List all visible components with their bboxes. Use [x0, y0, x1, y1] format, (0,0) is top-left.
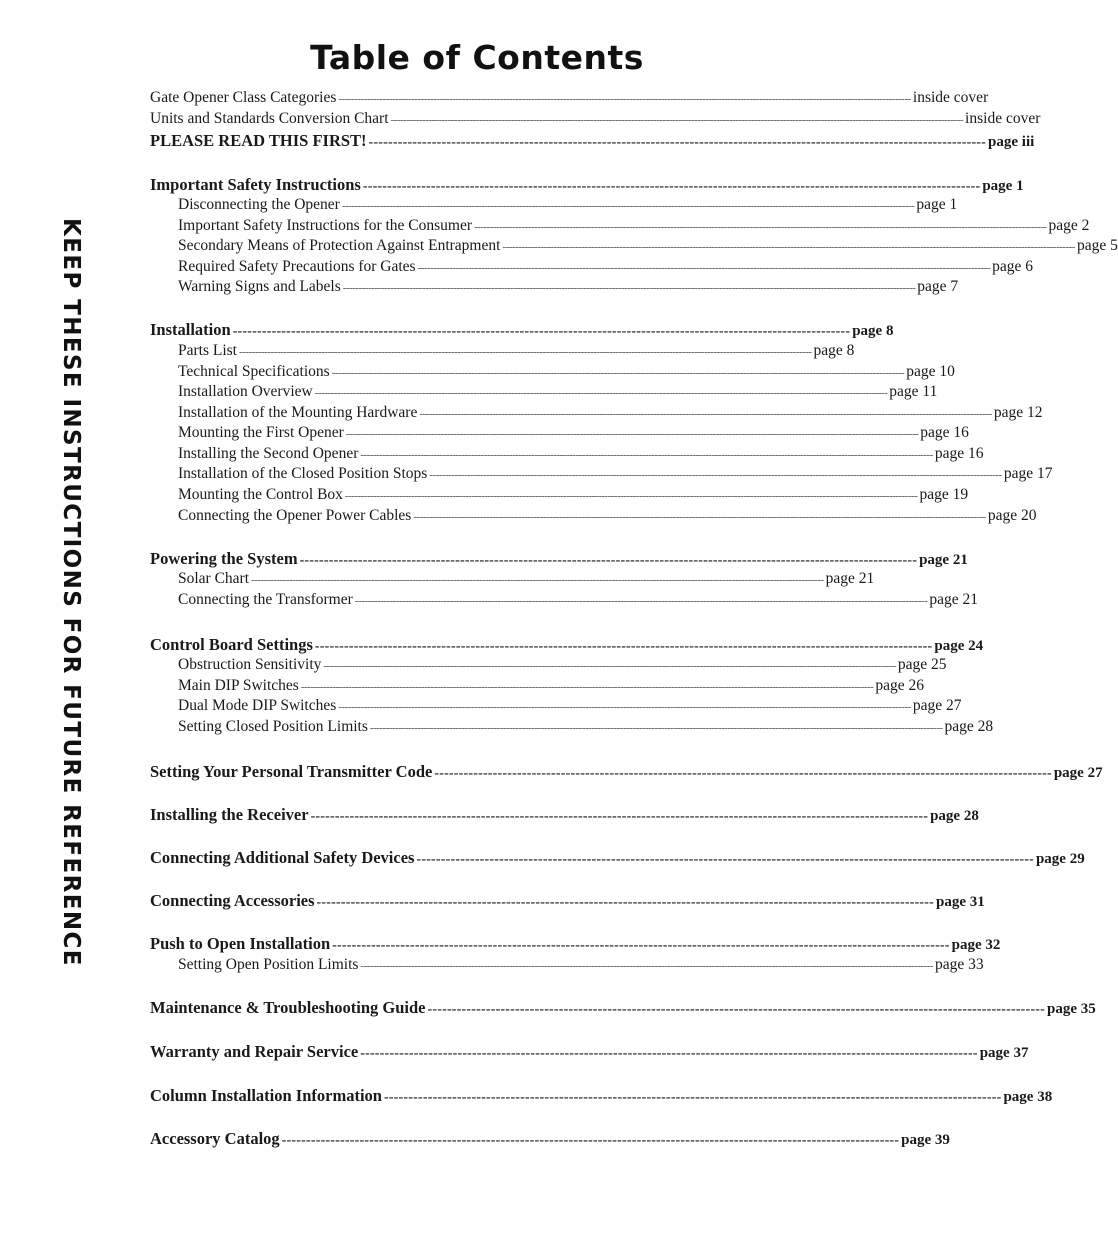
toc-entry-label: Push to Open Installation	[150, 934, 331, 953]
toc-entry[interactable]	[178, 424, 969, 442]
dot-leader: -------------------------------------------------------------------------------------------------------------------------------------------------------------------------------------	[239, 346, 812, 358]
toc-entry-label: Units and Standards Conversion Chart	[150, 110, 389, 127]
toc-entry-page: page 38	[1003, 1089, 1053, 1105]
dot-leader: -------------------------------------------------------------------------------------------------------------------------------------------------------------------------------------	[314, 387, 888, 399]
dot-leader: -------------------------------------------------------------------------------------------------------------------------------------------------------------------------------------	[251, 574, 824, 586]
toc-entry-label: Technical Specifications	[178, 363, 330, 380]
toc-entry[interactable]	[178, 404, 1043, 422]
toc-entry-label: Installation Overview	[178, 383, 313, 400]
toc-entry-page: inside cover	[912, 89, 989, 106]
toc-entry-page: page 28	[944, 718, 994, 735]
toc-entry-page: page 1	[982, 178, 1024, 194]
dot-leader: -------------------------------------------------------------------------------------------------------------------------------------------------------------------------------------	[413, 511, 986, 523]
dot-leader: -------------------------------------------------------------------------------------------------------------------------------	[299, 553, 918, 568]
toc-entry-label: Important Safety Instructions for the Consumer	[178, 217, 473, 234]
toc-entry-label: Connecting the Opener Power Cables	[178, 507, 412, 524]
toc-entry-label: Solar Chart	[178, 570, 250, 587]
toc-entry-label: Important Safety Instructions	[150, 175, 361, 194]
dot-leader: -------------------------------------------------------------------------------------------------------------------------------------------------------------------------------------	[345, 428, 919, 440]
toc-entry[interactable]	[150, 635, 984, 655]
toc-entry[interactable]	[178, 956, 984, 974]
toc-entry[interactable]	[178, 677, 925, 695]
toc-entry-page: page 8	[852, 323, 894, 339]
toc-entry-label: Connecting Accessories	[150, 891, 315, 910]
toc-entry-page: page 21	[825, 570, 875, 587]
toc-entry[interactable]	[150, 762, 1103, 782]
dot-leader: -------------------------------------------------------------------------------------------------------------------------------------------------------------------------------------	[300, 681, 874, 693]
toc-entry[interactable]	[178, 718, 994, 736]
toc-entry-page: page 28	[930, 808, 979, 824]
toc-entry-label: Installing the Second Opener	[178, 445, 359, 462]
toc-entry[interactable]	[150, 998, 1096, 1018]
toc-entry-label: Parts List	[178, 342, 237, 359]
dot-leader: -------------------------------------------------------------------------------------------------------------------------------------------------------------------------------------	[390, 114, 964, 126]
dot-leader: -------------------------------------------------------------------------------------------------------------------------------------------------------------------------------------	[354, 595, 928, 607]
dot-leader: -------------------------------------------------------------------------------------------------------------------------------	[416, 852, 1034, 867]
toc-entry-page: page iii	[988, 134, 1035, 150]
toc-entry-page: page 16	[920, 424, 969, 441]
toc-entry-label: Installation of the Mounting Hardware	[178, 404, 418, 421]
toc-entry-label: Gate Opener Class Categories	[150, 89, 337, 106]
dot-leader: -------------------------------------------------------------------------------------------------------------------------------	[368, 135, 987, 150]
dot-leader: -------------------------------------------------------------------------------------------------------------------------------------------------------------------------------------	[331, 367, 905, 379]
toc-entry-page: page 8	[813, 342, 855, 359]
toc-entry[interactable]	[178, 465, 1053, 483]
toc-entry[interactable]	[150, 848, 1085, 868]
dot-leader: -------------------------------------------------------------------------------------------------------------------------------	[360, 1046, 978, 1061]
dot-leader: -------------------------------------------------------------------------------------------------------------------------------------------------------------------------------------	[323, 660, 896, 672]
toc-entry-page: page 21	[929, 591, 978, 608]
toc-entry-page: page 19	[919, 486, 969, 503]
toc-entry[interactable]	[150, 320, 894, 340]
toc-entry-page: page 29	[1035, 851, 1085, 867]
toc-entry[interactable]	[178, 445, 984, 463]
toc-entry-label: Installing the Receiver	[150, 805, 309, 824]
toc-entry[interactable]	[178, 196, 958, 214]
toc-entry[interactable]	[178, 383, 938, 401]
dot-leader: -------------------------------------------------------------------------------------------------------------------------------	[427, 1002, 1045, 1017]
dot-leader: -------------------------------------------------------------------------------------------------------------------------------------------------------------------------------------	[360, 960, 933, 972]
toc-entry-page: page 21	[919, 552, 968, 568]
toc-entry[interactable]	[178, 486, 969, 504]
dot-leader: -------------------------------------------------------------------------------------------------------------------------------	[281, 1133, 900, 1148]
toc-entry-page: page 16	[934, 445, 984, 462]
dot-leader: -------------------------------------------------------------------------------------------------------------------------------------------------------------------------------------	[502, 241, 1075, 253]
side-reminder-text: KEEP THESE INSTRUCTIONS FOR FUTURE REFERENCE	[58, 218, 84, 967]
toc-entry-label: Disconnecting the Opener	[178, 196, 340, 213]
toc-entry-page: page 12	[993, 404, 1043, 421]
dot-leader: -------------------------------------------------------------------------------------------------------------------------------	[434, 766, 1052, 781]
toc-entry-page: page 1	[916, 196, 958, 213]
toc-entry-page: page 5	[1076, 237, 1118, 254]
dot-leader: -------------------------------------------------------------------------------------------------------------------------------------------------------------------------------------	[417, 262, 991, 274]
toc-entry-label: Main DIP Switches	[178, 677, 299, 694]
toc-entry-page: page 17	[1003, 465, 1053, 482]
page-title: Table of Contents	[310, 38, 644, 77]
toc-entry[interactable]	[178, 507, 1037, 525]
toc-entry-page: page 32	[951, 937, 1001, 953]
toc-entry-label: Secondary Means of Protection Against Entrapment	[178, 237, 501, 254]
toc-entry[interactable]	[178, 363, 955, 381]
toc-entry-page: page 37	[979, 1045, 1029, 1061]
toc-entry[interactable]	[178, 258, 1034, 276]
toc-entry-label: Dual Mode DIP Switches	[178, 697, 337, 714]
toc-entry-label: Accessory Catalog	[150, 1129, 280, 1148]
toc-entry[interactable]	[178, 591, 978, 609]
toc-entry[interactable]	[150, 110, 1041, 128]
toc-entry-label: PLEASE READ THIS FIRST!	[150, 131, 367, 150]
dot-leader: -------------------------------------------------------------------------------------------------------------------------------------------------------------------------------------	[360, 449, 933, 461]
dot-leader: -------------------------------------------------------------------------------------------------------------------------------------------------------------------------------------	[369, 722, 943, 734]
dot-leader: -------------------------------------------------------------------------------------------------------------------------------------------------------------------------------------	[338, 93, 911, 105]
toc-entry-label: Control Board Settings	[150, 635, 313, 654]
toc-entry-page: page 27	[1053, 765, 1103, 781]
toc-entry[interactable]	[150, 1129, 950, 1149]
toc-entry-label: Setting Open Position Limits	[178, 956, 359, 973]
dot-leader: -------------------------------------------------------------------------------------------------------------------------------------------------------------------------------------	[429, 469, 1002, 481]
dot-leader: -------------------------------------------------------------------------------------------------------------------------------	[232, 324, 851, 339]
toc-entry-page: page 33	[934, 956, 984, 973]
dot-leader: -------------------------------------------------------------------------------------------------------------------------------	[310, 809, 929, 824]
toc-entry-label: Installation of the Closed Position Stops	[178, 465, 428, 482]
dot-leader: -------------------------------------------------------------------------------------------------------------------------------------------------------------------------------------	[341, 200, 915, 212]
toc-entry-label: Column Installation Information	[150, 1086, 382, 1105]
toc-entry-label: Maintenance & Troubleshooting Guide	[150, 998, 426, 1017]
toc-entry[interactable]	[150, 805, 979, 825]
toc-entry-label: Powering the System	[150, 549, 298, 568]
toc-entry-label: Mounting the Control Box	[178, 486, 343, 503]
toc-entry-page: page 6	[992, 258, 1034, 275]
toc-entry-page: page 11	[889, 383, 938, 400]
toc-entry-page: page 7	[917, 278, 959, 295]
toc-entry[interactable]	[150, 1086, 1053, 1106]
dot-leader: -------------------------------------------------------------------------------------------------------------------------------------------------------------------------------------	[474, 221, 1047, 233]
toc-entry-page: page 39	[901, 1132, 950, 1148]
toc-entry-page: inside cover	[965, 110, 1041, 127]
toc-entry-label: Required Safety Precautions for Gates	[178, 258, 416, 275]
toc-entry-label: Installation	[150, 320, 231, 339]
toc-entry-label: Mounting the First Opener	[178, 424, 344, 441]
dot-leader: -------------------------------------------------------------------------------------------------------------------------------------------------------------------------------------	[342, 282, 916, 294]
toc-entry[interactable]	[150, 89, 989, 107]
toc-entry-page: page 24	[934, 638, 984, 654]
toc-entry[interactable]	[150, 1042, 1029, 1062]
toc-entry[interactable]	[178, 697, 962, 715]
toc-entry-label: Setting Your Personal Transmitter Code	[150, 762, 433, 781]
dot-leader: -------------------------------------------------------------------------------------------------------------------------------------------------------------------------------------	[344, 490, 918, 502]
toc-entry-page: page 2	[1048, 217, 1090, 234]
toc-entry-page: page 26	[875, 677, 925, 694]
dot-leader: -------------------------------------------------------------------------------------------------------------------------------	[314, 639, 933, 654]
toc-entry-page: page 25	[897, 656, 947, 673]
dot-leader: -------------------------------------------------------------------------------------------------------------------------------	[383, 1090, 1002, 1105]
toc-entry-label: Obstruction Sensitivity	[178, 656, 322, 673]
toc-entry-page: page 31	[936, 894, 985, 910]
toc-entry[interactable]	[150, 891, 985, 911]
toc-entry[interactable]	[178, 278, 959, 296]
dot-leader: -------------------------------------------------------------------------------------------------------------------------------	[362, 179, 981, 194]
toc-entry-label: Warranty and Repair Service	[150, 1042, 359, 1061]
toc-entry-label: Setting Closed Position Limits	[178, 718, 368, 735]
dot-leader: -------------------------------------------------------------------------------------------------------------------------------	[316, 895, 935, 910]
toc-entry-label: Warning Signs and Labels	[178, 278, 341, 295]
toc-entry[interactable]	[178, 570, 875, 588]
toc-entry[interactable]	[150, 175, 1024, 195]
toc-entry-page: page 20	[987, 507, 1037, 524]
toc-entry-page: page 27	[912, 697, 962, 714]
dot-leader: -------------------------------------------------------------------------------------------------------------------------------------------------------------------------------------	[338, 701, 911, 713]
toc-entry-page: page 10	[906, 363, 955, 380]
toc-entry-label: Connecting the Transformer	[178, 591, 353, 608]
toc-entry[interactable]	[178, 237, 1118, 255]
toc-entry[interactable]	[178, 656, 947, 674]
toc-entry[interactable]	[178, 342, 855, 360]
toc-entry[interactable]	[178, 217, 1090, 235]
toc-entry[interactable]	[150, 934, 1001, 954]
toc-entry[interactable]	[150, 549, 968, 569]
toc-entry-page: page 35	[1047, 1001, 1096, 1017]
dot-leader: -------------------------------------------------------------------------------------------------------------------------------	[332, 938, 950, 953]
toc-entry-label: Connecting Additional Safety Devices	[150, 848, 415, 867]
toc-entry[interactable]	[150, 131, 1035, 151]
dot-leader: -------------------------------------------------------------------------------------------------------------------------------------------------------------------------------------	[419, 408, 992, 420]
